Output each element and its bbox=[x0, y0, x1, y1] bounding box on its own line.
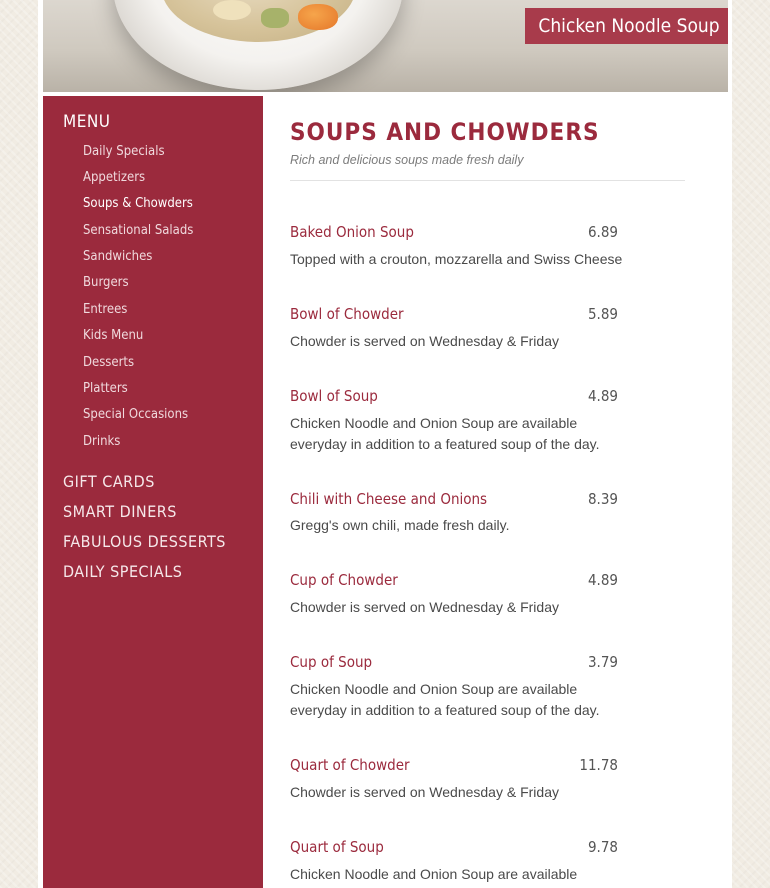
sidebar-item-entrees[interactable]: Entrees bbox=[83, 302, 128, 317]
menu-item-name: Chili with Cheese and Onions bbox=[290, 490, 488, 508]
menu-item-description: Chicken Noodle and Onion Soup are available everyday in addition to a featured soup of the day. bbox=[290, 415, 600, 452]
page-title: SOUPS AND CHOWDERS bbox=[290, 118, 600, 146]
menu-item-description: Chicken Noodle and Onion Soup are available bbox=[290, 866, 578, 882]
menu-item-price: 4.89 bbox=[587, 571, 618, 589]
menu-item-price: 11.78 bbox=[579, 756, 618, 774]
sidebar-link-gift-cards[interactable]: GIFT CARDS bbox=[63, 472, 155, 491]
page-subtitle: Rich and delicious soups made fresh daily bbox=[290, 153, 524, 167]
hero-caption: Chicken Noodle Soup bbox=[525, 8, 728, 44]
sidebar-item-platters[interactable]: Platters bbox=[83, 381, 128, 396]
sidebar bbox=[43, 96, 263, 888]
menu-item-name: Baked Onion Soup bbox=[290, 223, 414, 241]
menu-item-description: Topped with a crouton, mozzarella and Swiss Cheese bbox=[290, 251, 623, 267]
sidebar-link-fabulous-desserts[interactable]: FABULOUS DESSERTS bbox=[63, 532, 226, 551]
celery-graphic bbox=[261, 8, 289, 28]
menu-item-name: Cup of Chowder bbox=[290, 571, 398, 589]
menu-item-price: 3.79 bbox=[587, 653, 618, 671]
page-container bbox=[38, 0, 732, 888]
menu-item-description: Chowder is served on Wednesday & Friday bbox=[290, 784, 559, 800]
sidebar-item-burgers[interactable]: Burgers bbox=[83, 275, 129, 290]
menu-item-description: Chowder is served on Wednesday & Friday bbox=[290, 599, 559, 615]
menu-item-price: 8.39 bbox=[587, 490, 618, 508]
divider bbox=[290, 180, 685, 181]
menu-item-price: 9.78 bbox=[587, 838, 618, 856]
sidebar-link-smart-diners[interactable]: SMART DINERS bbox=[63, 502, 177, 521]
menu-item-description: Chowder is served on Wednesday & Friday bbox=[290, 333, 559, 349]
menu-item-name: Bowl of Chowder bbox=[290, 305, 404, 323]
menu-item-price: 5.89 bbox=[587, 305, 618, 323]
menu-item-name: Bowl of Soup bbox=[290, 387, 378, 405]
sidebar-item-appetizers[interactable]: Appetizers bbox=[83, 170, 146, 185]
sidebar-menu-title[interactable]: MENU bbox=[63, 112, 111, 132]
sidebar-item-kids-menu[interactable]: Kids Menu bbox=[83, 328, 144, 343]
menu-item-price: 6.89 bbox=[587, 223, 618, 241]
menu-item-name: Quart of Soup bbox=[290, 838, 384, 856]
sidebar-item-daily-specials[interactable]: Daily Specials bbox=[83, 144, 165, 159]
sidebar-link-daily-specials[interactable]: DAILY SPECIALS bbox=[63, 562, 183, 581]
sidebar-item-special-occasions[interactable]: Special Occasions bbox=[83, 407, 189, 422]
sidebar-item-soups-chowders[interactable]: Soups & Chowders bbox=[83, 196, 193, 211]
menu-item-name: Cup of Soup bbox=[290, 653, 373, 671]
noodle-graphic bbox=[213, 0, 251, 20]
sidebar-item-sandwiches[interactable]: Sandwiches bbox=[83, 249, 153, 264]
sidebar-item-sensational-salads[interactable]: Sensational Salads bbox=[83, 223, 194, 238]
sidebar-item-drinks[interactable]: Drinks bbox=[83, 434, 121, 449]
menu-item-description: Chicken Noodle and Onion Soup are available everyday in addition to a featured soup of the day. bbox=[290, 681, 600, 718]
menu-item-name: Quart of Chowder bbox=[290, 756, 410, 774]
sidebar-item-desserts[interactable]: Desserts bbox=[83, 355, 135, 370]
menu-item-price: 4.89 bbox=[587, 387, 618, 405]
menu-item-description: Gregg's own chili, made fresh daily. bbox=[290, 517, 510, 533]
main-content bbox=[290, 0, 720, 888]
